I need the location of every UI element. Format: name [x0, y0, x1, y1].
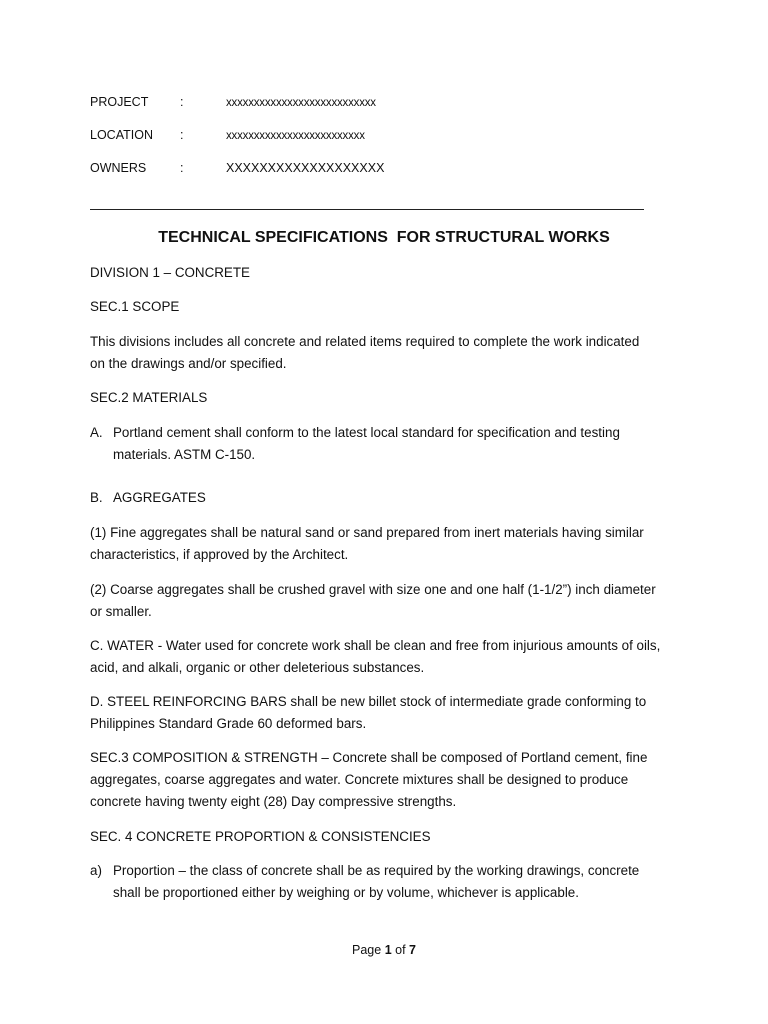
header-divider — [90, 209, 644, 210]
page-footer — [0, 940, 768, 960]
owners-value: XXXXXXXXXXXXXXXXXXX — [226, 161, 385, 175]
sec1-body-line: This divisions includes all concrete and related items required to complete the work indicated — [90, 334, 640, 349]
sec3-line: aggregates, coarse aggregates and water. Concrete mixtures shall be designed to produce — [90, 772, 629, 787]
document-title: TECHNICAL SPECIFICATIONS FOR STRUCTURAL WORKS — [158, 229, 610, 246]
page-total: 7 — [409, 943, 416, 957]
water-paragraph — [90, 635, 690, 679]
steel-paragraph — [90, 691, 690, 735]
fine-aggregates-line: characteristics, if approved by the Architect. — [90, 547, 349, 562]
location-value: xxxxxxxxxxxxxxxxxxxxxxxxx — [226, 130, 365, 142]
list-body-line: Proportion – the class of concrete shall be as required by the working drawings, concrete — [113, 863, 640, 878]
project-colon: : — [180, 95, 184, 109]
steel-line: Philippines Standard Grade 60 deformed bars. — [90, 716, 367, 731]
sec1-body-line: on the drawings and/or specified. — [90, 356, 287, 371]
owners-label: OWNERS — [90, 161, 147, 175]
list-marker: a) — [90, 863, 102, 878]
of-word: of — [391, 943, 410, 957]
list-body-line: shall be proportioned either by weighing or by volume, whichever is applicable. — [113, 885, 579, 900]
list-body-line: Portland cement shall conform to the latest local standard for specification and testing — [113, 425, 620, 440]
coarse-aggregates-line: or smaller. — [90, 604, 152, 619]
list-body — [113, 422, 620, 466]
page-current: 1 — [384, 943, 392, 957]
list-marker: B. — [90, 490, 103, 505]
fine-aggregates-line: (1) Fine aggregates shall be natural sand or sand prepared from inert materials having similar — [90, 525, 644, 540]
list-body — [113, 860, 639, 904]
sec1-heading: SEC.1 SCOPE — [90, 299, 180, 314]
location-label: LOCATION — [90, 128, 153, 142]
project-label: PROJECT — [90, 95, 149, 109]
project-value: xxxxxxxxxxxxxxxxxxxxxxxxxxx — [226, 97, 376, 109]
sec2-heading: SEC.2 MATERIALS — [90, 390, 208, 405]
sec3-line: SEC.3 COMPOSITION & STRENGTH – Concrete shall be composed of Portland cement, fine — [90, 750, 648, 765]
list-body-line: materials. ASTM C-150. — [113, 447, 256, 462]
water-line: C. WATER - Water used for concrete work shall be clean and free from injurious amounts of oils, — [90, 638, 661, 653]
coarse-aggregates — [90, 579, 690, 623]
steel-line: D. STEEL REINFORCING BARS shall be new billet stock of intermediate grade conforming to — [90, 694, 647, 709]
page-word: Page — [352, 943, 385, 957]
sec3-line: concrete having twenty eight (28) Day compressive strengths. — [90, 794, 457, 809]
list-marker: A. — [90, 425, 103, 440]
sec1-body — [90, 331, 690, 375]
fine-aggregates — [90, 522, 690, 566]
list-body — [113, 487, 206, 509]
sec4-heading: SEC. 4 CONCRETE PROPORTION & CONSISTENCIES — [90, 829, 431, 844]
list-body-line: AGGREGATES — [113, 490, 206, 505]
owners-colon: : — [180, 161, 184, 175]
coarse-aggregates-line: (2) Coarse aggregates shall be crushed gravel with size one and one half (1-1/2”) inch diameter — [90, 582, 656, 597]
water-line: acid, and alkali, organic or other deleterious substances. — [90, 660, 425, 675]
sec3-paragraph — [90, 747, 690, 813]
location-colon: : — [180, 128, 184, 142]
division-heading: DIVISION 1 – CONCRETE — [90, 265, 250, 280]
